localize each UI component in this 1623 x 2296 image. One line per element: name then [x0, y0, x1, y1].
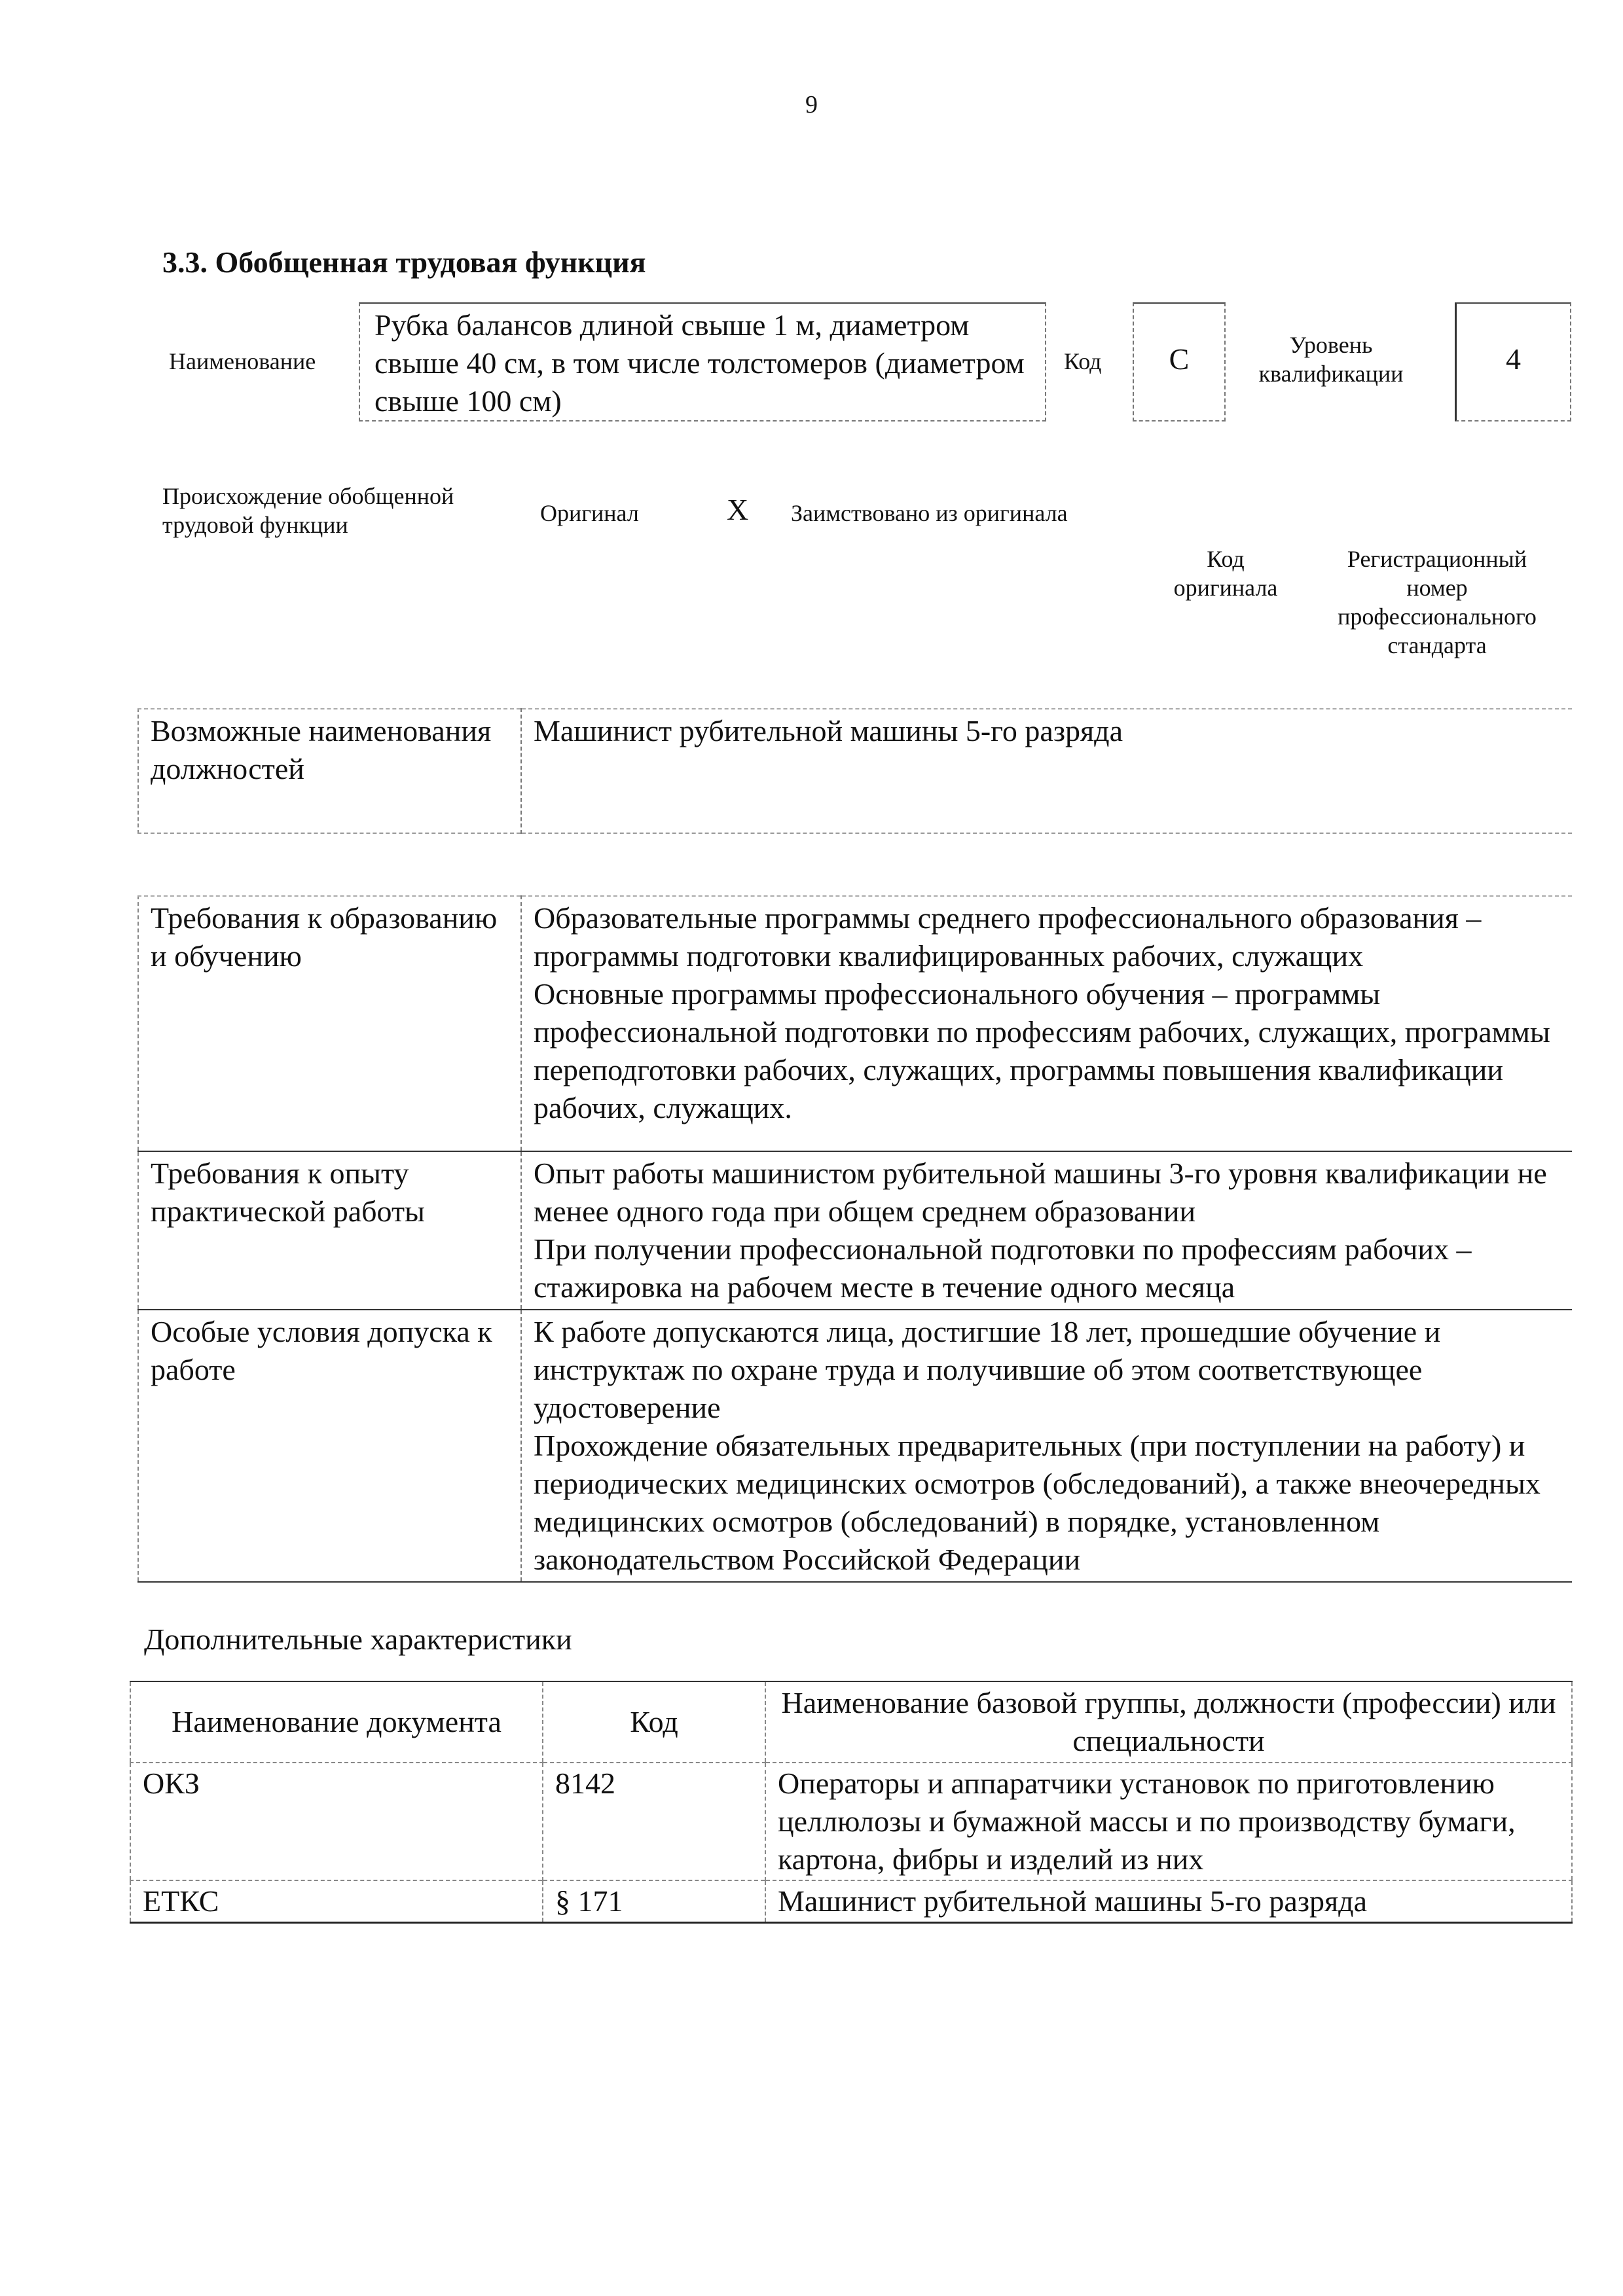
positions-table: [137, 708, 1572, 834]
reg-number-label: Регистрационный номер профессионального стандарта: [1338, 546, 1537, 658]
requirement-line: Образовательные программы среднего профессионального образования – программы подготовки квалифицированных рабочих, служащих: [534, 901, 1482, 973]
code-label: Код: [1064, 348, 1102, 374]
code-original-label: Код оригинала: [1173, 546, 1278, 601]
requirement-line: Прохождение обязательных предварительных (при поступлении на работу) и периодических медицинских осмотров (обследований), а также внеочередных медицинских осмотров (обследований) в порядке, установленном законодательством Российской Федерации: [534, 1429, 1541, 1576]
requirement-value: [521, 1310, 1572, 1582]
table-row: [130, 1763, 1572, 1880]
additional-header-row: [130, 1681, 1572, 1763]
requirement-label: Особые условия допуска к работе: [138, 1310, 521, 1582]
name-value-box: [359, 302, 1046, 422]
header-doc: Наименование документа: [130, 1681, 543, 1763]
level-label: Уровень квалификации: [1258, 332, 1404, 387]
additional-title: Дополнительные характеристики: [144, 1623, 572, 1656]
name-label: Наименование: [169, 348, 316, 374]
positions-row: [138, 709, 1572, 833]
level-value-box: [1455, 302, 1571, 422]
positions-label: Возможные наименования должностей: [138, 709, 521, 833]
row-group: Операторы и аппаратчики установок по приготовлению целлюлозы и бумажной массы и по производству бумаги, картона, фибры и изделий из них: [765, 1763, 1572, 1880]
row-doc: ЕТКС: [130, 1880, 543, 1923]
level-value: 4: [1506, 342, 1521, 376]
origin-original-label: Оригинал: [540, 500, 639, 526]
row-group: Машинист рубительной машины 5-го разряда: [765, 1880, 1572, 1923]
origin-mark: X: [727, 493, 749, 526]
origin-label: Происхождение обобщенной трудовой функции: [162, 483, 454, 538]
requirement-label: Требования к опыту практической работы: [138, 1151, 521, 1310]
requirement-value: [521, 1151, 1572, 1310]
requirement-line: При получении профессиональной подготовки по профессиям рабочих – стажировка на рабочем месте в течение одного месяца: [534, 1232, 1472, 1304]
row-doc: ОКЗ: [143, 1767, 200, 1800]
positions-value: Машинист рубительной машины 5-го разряда: [534, 714, 1123, 747]
table-row: [130, 1880, 1572, 1923]
requirement-line: Опыт работы машинистом рубительной машины 3-го уровня квалификации не менее одного года при общем среднем образовании: [534, 1157, 1547, 1228]
row-code: 8142: [543, 1763, 765, 1880]
requirement-row: [138, 1151, 1572, 1310]
origin-borrowed-label: Заимствовано из оригинала: [791, 500, 1068, 526]
header-group: Наименование базовой группы, должности (профессии) или специальности: [765, 1681, 1572, 1763]
additional-table: [130, 1681, 1573, 1924]
row-code: § 171: [543, 1880, 765, 1923]
requirement-line: К работе допускаются лица, достигшие 18 лет, прошедшие обучение и инструктаж по охране труда и получившие об этом соответствующее удостоверение: [534, 1315, 1441, 1424]
code-value: C: [1169, 342, 1190, 376]
requirement-row: [138, 896, 1572, 1151]
header-code: Код: [543, 1681, 765, 1763]
section-title: 3.3. Обобщенная трудовая функция: [162, 245, 646, 279]
requirement-line: Основные программы профессионального обучения – программы профессиональной подготовки по профессиям рабочих, служащих, программы переподготовки рабочих, служащих, программы повышения квалификации рабочих, служащих.: [534, 977, 1550, 1124]
name-value: Рубка балансов длиной свыше 1 м, диаметром свыше 40 см, в том числе толстомеров (диаметром свыше 100 см): [374, 308, 1025, 418]
requirement-label: Требования к образованию и обучению: [138, 896, 521, 1151]
requirement-value: [521, 896, 1572, 1151]
requirements-table: [137, 895, 1572, 1583]
code-value-box: [1133, 302, 1226, 422]
page-number: 9: [805, 91, 818, 118]
requirement-row: [138, 1310, 1572, 1582]
